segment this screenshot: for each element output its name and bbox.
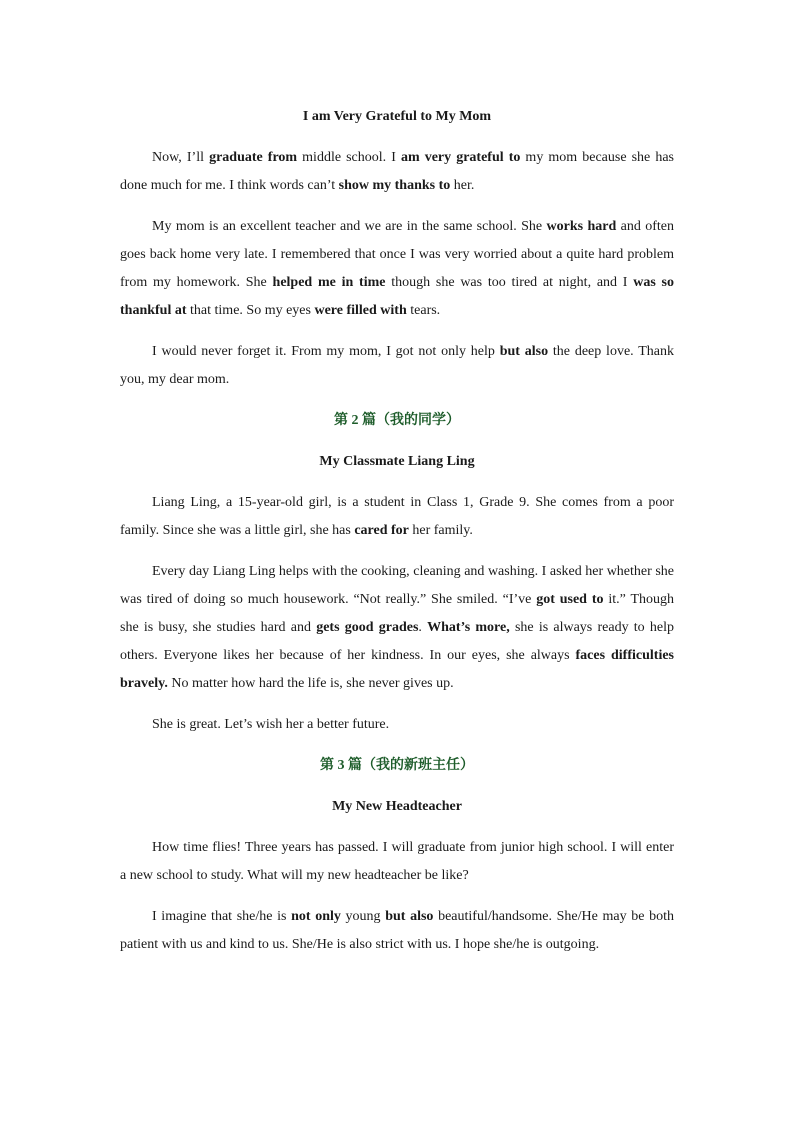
bold-phrase: What’s more,	[427, 620, 510, 635]
text-run: Liang Ling, a 15-year-old girl, is a student in Class 1, Grade 9. She comes from a poor family. Since she was a little girl, she has	[120, 495, 674, 538]
article-2-title: My Classmate Liang Ling	[319, 454, 475, 469]
section-heading-3: 第 3 篇（我的新班主任）	[320, 758, 474, 773]
bold-phrase: but also	[499, 344, 549, 359]
text-run: she is always ready to help others. Everyone likes her because of her kindness. In our eyes, she always	[120, 620, 674, 663]
article-1-title: I am Very Grateful to My Mom	[302, 109, 492, 124]
text-run: She is great. Let’s wish her a better future.	[152, 717, 390, 732]
text-run: I imagine that she/he is	[152, 909, 292, 924]
article-2-paragraph-3	[120, 711, 674, 739]
bold-phrase: am very grateful to	[400, 150, 521, 165]
bold-phrase: faces difficulties bravely.	[120, 648, 674, 691]
article-3-title: My New Headteacher	[332, 799, 462, 814]
bold-phrase: were filled with	[314, 303, 407, 318]
text-run: .	[418, 620, 428, 635]
section-heading-2: 第 2 篇（我的同学）	[334, 413, 460, 428]
document-page	[120, 103, 674, 972]
text-run: though she was too tired at night, and I	[385, 275, 634, 290]
text-run: tears.	[406, 303, 441, 318]
text-run: her.	[450, 178, 475, 193]
text-run: No matter how hard the life is, she never gives up.	[167, 676, 454, 691]
article-3-paragraph-1	[120, 834, 674, 890]
text-run: Every day Liang Ling helps with the cooking, cleaning and washing. I asked her whether she was tired of doing so much housework. “Not really.” She smiled. “I’ve	[120, 564, 674, 607]
text-run: her family.	[408, 523, 473, 538]
text-run: I would never forget it. From my mom, I got not only help	[152, 344, 500, 359]
text-run: Now, I’ll	[152, 150, 210, 165]
article-1-paragraph-1	[120, 144, 674, 200]
text-run: that time. So my eyes	[186, 303, 315, 318]
bold-phrase: got used to	[536, 592, 604, 607]
text-run: young	[340, 909, 386, 924]
bold-phrase: but also	[385, 909, 434, 924]
bold-phrase: show my thanks to	[338, 178, 451, 193]
bold-phrase: helped me in time	[272, 275, 386, 290]
bold-phrase: cared for	[354, 523, 409, 538]
text-run: My mom is an excellent teacher and we are in the same school. She	[152, 219, 547, 234]
bold-phrase: graduate from	[209, 150, 298, 165]
article-3-paragraph-2	[120, 903, 674, 959]
article-2-paragraph-1	[120, 489, 674, 545]
bold-phrase: gets good grades	[316, 620, 419, 635]
text-run: and often goes back home very late. I remembered that once I was very worried about a quite hard problem from my homework. She	[120, 219, 674, 290]
text-run: my mom because she has done much for me. I think words can’t	[120, 150, 675, 193]
text-run: How time flies! Three years has passed. I will graduate from junior high school. I will enter a new school to study. What will my new headteacher be like?	[120, 840, 674, 883]
article-2-paragraph-2	[120, 558, 674, 698]
text-run: beautiful/handsome. She/He may be both patient with us and kind to us. She/He is also strict with us. I hope she/he is outgoing.	[120, 909, 675, 952]
article-1-paragraph-3	[120, 338, 674, 394]
bold-phrase: works hard	[546, 219, 617, 234]
bold-phrase: was so thankful at	[120, 275, 675, 318]
text-run: it.” Though she is busy, she studies hard and	[120, 592, 675, 635]
text-run: the deep love. Thank you, my dear mom.	[120, 344, 674, 387]
article-1-paragraph-2	[120, 213, 674, 325]
text-run: middle school. I	[297, 150, 401, 165]
bold-phrase: not only	[291, 909, 341, 924]
